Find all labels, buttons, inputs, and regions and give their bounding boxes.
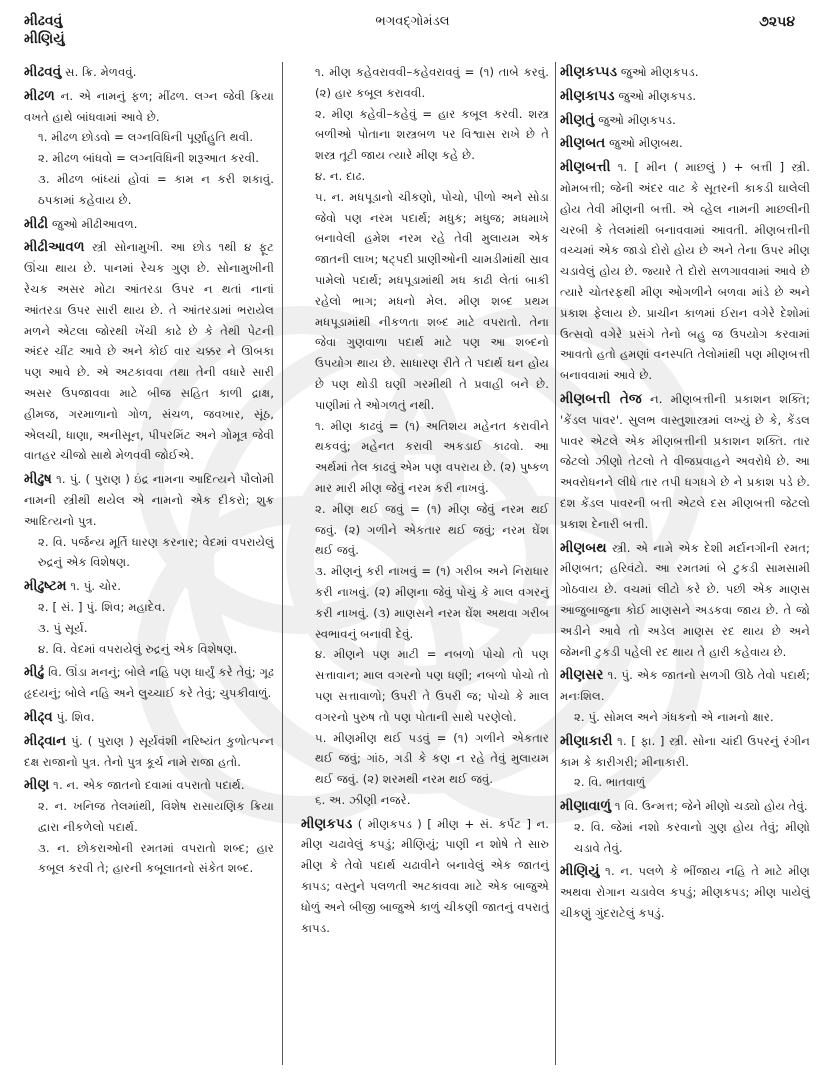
column-3 [560, 62, 810, 927]
dictionary-entry [24, 707, 274, 728]
dictionary-entry [301, 814, 549, 939]
entry-definition [24, 469, 274, 531]
column-1 [24, 62, 274, 882]
dictionary-entry [560, 731, 810, 793]
dictionary-entry [24, 62, 274, 83]
definition-text: ન. મીણબત્તીની પ્રકાશન શક્તિ; 'કેંડલ પાવર'. સુલભ વાસ્તુશાસ્ત્રમાં લખ્યું છે કે, કેંડલ પાવર એટલે એક મીણબત્તીની પ્રકાશન શક્તિ. તાર જેટલો ઝીણો તેટલો તે વીજપ્રવાહને અવરોધે છે. આ અવરોધનને લીધે તાર તપી ધગધગે છે ને પ્રકાશ પડે છે. દશ કેંડલ પાવરની બત્તી એટલે દસ મીણબત્તી જેટલો પ્રકાશ દેનારી બત્તી. [560, 391, 810, 531]
dictionary-entry [560, 133, 810, 154]
entry-definition [560, 157, 810, 386]
definition-text: ( મીણકપડ ) [ મીણ + સં. કર્પટ ] ન. મીણ ચઢાવેલું કપડું; મીણિયું; પાણી ન શોષે તે સારુ મીણ કે તેવો પદાર્થ ચઢાવીને બનાવેલું એક જાતનું કાપડ; વસ્તુને પલળતી અટકાવવા માટે એક બાજુએ ધોળું અને બીજી બાજુએ કાળું ચીકણી જાતનું વપરાતું કાપડ. [301, 816, 549, 935]
guide-word-first: મીઢવવું [24, 13, 63, 29]
sub-sense: ૩. ન. છોકરાઓની રમતમાં વપરાતો શબ્દ; હાર કબૂલ કરવી તે; હારની કબૂલાતનો સંકેત શબ્દ. [38, 840, 274, 876]
entry-definition [560, 665, 810, 707]
entry-definition [560, 133, 810, 154]
dictionary-entry [560, 665, 810, 727]
definition-text: સ્ત્રી. એ નામે એક દેશી મર્દાનગીની રમત; મીણબત; હરિવંટો. આ રમતમાં બે ટુકડી સામસામી ગોઠવાય છે. વચમાં લીટો કરે છે. પછી એક માણસ આજુબાજુના કોઈ માણસને અડકવા જાય છે. તે જો અડીને આવે તો અડેલ માણસ રદ થાય છે અને જેમની ટુકડી પહેલી રદ થાય તે હારી કહેવાય છે. [560, 540, 810, 659]
dictionary-entry [560, 110, 810, 131]
sub-sense: ૫. મીણમીણ થઈ પડવું = (૧) ગળીને એકતાર થઈ જવું; ગાંઠ, ગડી કે કણ ન રહે તેવું મુલાયમ થઈ જવું. (૨) શરમથી નરમ થઈ જવું. [315, 730, 549, 787]
headword: મીણાકારી [560, 732, 613, 749]
headword: મીઢ્વાન [24, 732, 67, 749]
definition-text: ૧. [ મીન ( માછલું ) + બત્તી ] સ્ત્રી. મોમબત્તી; જેની અંદર વાટ કે સૂતરની કાકડી ઘાલેલી હોય તેવી મીણની બત્તી. એ વ્હેલ નામની માછલીની ચરબી કે તેલમાંથી બનાવવામાં આવતી. મીણબત્તીની વચ્ચમાં એક જાડો દોરો હોય છે અને તેના ઉપર મીણ ચડાવેલું હોય છે. જ્યારે તે દોરો સળગાવવામાં આવે છે ત્યારે ચોતરફથી મીણ ઓગળીને બળવા માંડે છે અને પ્રકાશ ફેલાય છે. પ્રાચીન કાળમાં ઈરાન વગેરે દેશોમાં ઉત્સવો વગેરે પ્રસંગે તેનો બહુ જ ઉપયોગ કરવામાં આવતો હતો હમણાં વનસ્પતિ તેલોમાંથી પણ મીણબત્તી બનાવવામાં આવે છે. [560, 160, 810, 383]
sub-sense: ૩. મીણનું કરી નાખવું = (૧) ગરીબ અને નિરાધાર કરી નાખવું. (૨) મીણના જેવું પોચું કે માલ વગરનું કરી નાખવું. (૩) માણસને નરમ ઘેંશ અથવા ગરીબ સ્વભાવનું બનાવી દેવું. [315, 564, 549, 641]
definition-text: ૧. પું. ચોર. [66, 579, 122, 594]
dictionary-entry [301, 62, 549, 811]
headword: મીણ [24, 777, 50, 794]
dictionary-entry [560, 157, 810, 386]
sub-sense: ૩. પું સૂર્ય. [38, 620, 88, 635]
dictionary-entry [24, 731, 274, 773]
column-2 [301, 62, 549, 941]
column-divider [555, 62, 556, 1065]
dictionary-entry [24, 775, 274, 879]
entry-definition [560, 110, 810, 131]
headword: મીણકપ્પડ [560, 64, 618, 80]
headword: મીણસર [560, 667, 604, 684]
sub-sense: ૨. પું. સોમલ અને ગંધકનો એ નામનો ક્ષાર. [574, 709, 774, 724]
entry-definition [301, 814, 549, 939]
definition-text: પું. શિવ. [52, 709, 95, 724]
entry-definition [560, 86, 810, 107]
column-divider [282, 62, 283, 1065]
sub-sense: ૨. મીણ થઈ જવું = (૧) મીણ જેવું નરમ થઈ જવું. (૨) ગળીને એકતાર થઈ જવું; નરમ ઘેંશ થઈ જવું. [315, 501, 549, 558]
sub-sense: ૫. ન. મધપૂડાનો ચીકણો, પોચો, પીળો અને સોડા જેવો પણ નરમ પદાર્થ; મધુક; મધુજ; મધમાખે બનાવેલી હમેશ નરમ રહે તેવી મુલાયમ એક જાતની લાખ; ષટ્પદી પ્રાણીઓની ચામડીમાંથી સ્રાવ પામેલો પદાર્થ; મધપૂડામાંથી મધ કાઢી લેતાં બાકી રહેલો ભાગ; મધનો મેલ. મીણ શબ્દ પ્રથમ મધપૂડામાંથી નીકળતા શબ્દ માટે વપરાતો. તેના જેવા ગુણવાળા પદાર્થ માટે પણ આ શબ્દનો ઉપયોગ થાય છે. સાધારણ રીતે તે પદાર્થ ઘન હોય છે પણ થોડી ઘણી ગરમીથી તે પ્રવાહી બને છે. પાણીમાં તે ઓગળતું નથી. [315, 189, 549, 412]
headword: મીઢુષ [24, 471, 52, 488]
definition-text: ૧ વિ. ઉન્મત્ત; જેને મીણો ચડ્યો હોય તેવું. [611, 799, 808, 814]
sub-sense: ૨. વિ. જેમાં નશો કરવાનો ગુણ હોય તેવું; મીણો ચડાવે તેવું. [574, 819, 810, 855]
entry-definition [560, 62, 810, 83]
dictionary-entry [560, 538, 810, 663]
dictionary-entry [560, 861, 810, 923]
sub-sense: ૪. મીણને પણ માટી = નબળો પોચો તો પણ સત્તાવાન; માલ વગરનો પણ ધણી; નબળો પોચો તો પણ સત્તાવાળો; ઉપરી તે ઉપરી જ; પોચો કે માલ વગરનો પુરુષ તો પણ પોતાની સાથે પરણેલો. [315, 647, 549, 724]
definition-text: સ. ક્રિ. મેળવવું. [61, 65, 137, 79]
definition-text: જુઓ મીણકપડ. [594, 112, 676, 127]
definition-text: સ્ત્રી સોનામુખી. આ છોડ ૧થી ૪ ફૂટ ઊંચા થાય છે. પાનમાં રેચક ગુણ છે. સોનામુખીની રેચક અસર મોટા આંતરડા ઉપર ન થતાં નાનાં આંતરડા ઉપર સારી થાય છે. તે આંતરડામાં ભરાયેલ મળને એટલા જોરથી ખેંચી કાઢે છે કે તેથી પેટની અંદર ચીંટ આવે છે અને કોઈ વાર ચક્કર ને ઊબકા પણ આવે છે. એ અટકાવવા તથા તેની વધારે સારી અસર ઉપજાવવા માટે બીજ સહિત કાળી દ્રાક્ષ, હીમજ, ગરમાળાનો ગોળ, સંચળ, જવખાર, સૂંઠ, એલચી, ધાણા, અનીસૂન, પીપરમિંટ અને ગોમૂત્ર જેવી વાતહર ચીજો સાથે મેળવવી જોઈએ. [24, 240, 274, 463]
headword: મીઢીઆવળ [24, 239, 85, 256]
entry-definition [560, 796, 810, 817]
dictionary-entry [24, 237, 274, 466]
entry-definition [560, 538, 810, 663]
headword: મીણિયું [560, 863, 600, 880]
headword: મીણકપડ [301, 815, 353, 832]
entry-definition [560, 389, 810, 535]
headword: મીણકાપડ [560, 87, 615, 104]
dictionary-entry [24, 662, 274, 704]
sub-sense: ૧. મીણ કહેવરાવવી–કહેવરાવવું = (૧) તાબે કરવું. (૨) હાર કબૂલ કરાવવી. [315, 65, 549, 100]
definition-text: ૧. ન. એક જાતનો દવામાં વપરાતો પદાર્થ. [49, 778, 245, 793]
sub-sense: ૬. અ. ઝીણી નજરે. [315, 792, 411, 807]
sub-sense: ૪. વિ. વેદમાં વપરાયેલું રુદ્રનું એક વિશેષણ. [38, 641, 238, 656]
sub-sense: ૩. મીઢળ બાંધ્યાં હોવાં = કામ ન કરી શકાવું. ઠપકામાં કહેવાય છે. [38, 171, 274, 207]
sub-sense: ૨. વિ. ભાતવાળું [574, 775, 646, 790]
entry-definition [24, 576, 274, 597]
definition-text: ૧. [ ફા. ] સ્ત્રી. સોના ચાંદી ઉપરનું રંગીન કામ કે કારીગરી; મીનાકારી. [560, 733, 810, 769]
running-title: ભગવદ્ગોમંડલ [375, 14, 450, 29]
definition-text: જુઓ મીણકપડ. [617, 65, 699, 79]
headword: મીઢ્વ [24, 708, 53, 725]
headword: મીણબત [560, 135, 606, 152]
entry-definition [560, 861, 810, 923]
dictionary-entry [24, 214, 274, 235]
headword: મીણબત્તી [560, 159, 611, 176]
entry-definition [24, 731, 274, 773]
definition-text: જુઓ મીણબથ. [605, 136, 683, 151]
headword: મીઢુષ્ટમ [24, 578, 67, 595]
definition-text: પું. ( પુરાણ ) સૂર્યવંશી નરિષ્યંત કુળોત્પન્ન દક્ષ રાજાનો પુત્ર. તેનો પુત્ર કૂર્ચ નામે રાજા હતો. [24, 733, 274, 769]
headword: મીણબથ [560, 539, 607, 556]
definition-text: ૧. પું. ( પુરાણ ) ઇંદ્ર નામના આદિત્યને પૌલોમી નામની સ્ત્રીથી થયેલ એ નામનો એક દીકરો; શુક્ર આદિત્યનો પુત્ર. [24, 472, 274, 528]
page-header [0, 0, 825, 60]
definition-text: જુઓ મીઢીઆવળ. [48, 216, 138, 231]
dictionary-entry [24, 86, 274, 211]
guide-word-last: મીણિયું [24, 31, 65, 47]
entry-definition [24, 775, 274, 796]
entry-definition [24, 707, 274, 728]
sub-sense: ૨. મીણ કહેવી–કહેવું = હાર કબૂલ કરવી. શસ્ત્ર બળીઓ પોતાના શસ્ત્રબળ પર વિશ્વાસ રાખે છે તે શસ્ત્ર તૂટી જાય ત્યારે મીણ કહે છે. [315, 106, 549, 163]
headword: મીણાવાળું [560, 798, 612, 815]
sub-sense: ૨. મીઢળ બાંધવો = લગ્નવિધિની શરૂઆત કરવી. [38, 151, 260, 166]
headword: મીઢી [24, 215, 49, 232]
entry-definition [24, 237, 274, 466]
headword: મીણતું [560, 111, 595, 128]
entry-definition [24, 62, 274, 83]
sub-sense: ૨. [ સં. ] પું. શિવ; મહાદેવ. [38, 599, 166, 614]
definition-text: ૧. પું. એક જાતનો સળગી ઊઠે તેવો પદાર્થ; મનઃશિલ. [560, 668, 810, 704]
dictionary-entry [560, 389, 810, 535]
definition-text: ન. એ નામનું ફળ; મીંઢળ. લગ્ન જેવી ક્રિયા વખતે હાથે બાંધવામાં આવે છે. [24, 88, 274, 124]
definition-text: જુઓ મીણકપડ. [614, 88, 697, 103]
sub-sense: ૨. ન. ખનિજ તેલમાંથી, વિશેષ રાસાયણિક ક્રિયા દ્વારા નીકળેલો પદાર્થ. [38, 799, 274, 834]
dictionary-entry [24, 576, 274, 659]
headword: મીઢળ [24, 87, 55, 104]
headword: મીઢું [24, 664, 45, 681]
dictionary-entry [560, 796, 810, 858]
headword: મીણબત્તી તેજ [560, 390, 642, 407]
dictionary-entry [24, 469, 274, 573]
dictionary-entry [560, 62, 810, 83]
page-number: ૭૨૫૪ [759, 14, 795, 30]
sub-sense: ૧. મીણ કાઢવું = (૧) અતિશય મહેનત કરાવીને થકવવું; મહેનત કરાવી અકડાઈ કાઢવો. આ અર્થમાં તેલ કાઢવું એમ પણ વપરાય છે. (૨) પુષ્કળ માર મારી મીણ જેવું નરમ કરી નાખવું. [315, 418, 549, 495]
entry-definition [24, 662, 274, 704]
entry-definition [24, 214, 274, 235]
definition-text: વિ. ઊંડા મનનું; બોલે નહિ પણ ધાર્યું કરે તેવું; ગૂઢ હૃદયનું; બોલે નહિ અને લુચ્ચાઈ કરે તેવું; ચુપકીવાળું. [24, 665, 274, 701]
sub-sense: ૨. વિ. પર્જન્ય મૂર્તિ ધારણ કરનાર; વેદમાં વપરાયેલું રુદ્રનું એક વિશેષણ. [38, 534, 274, 570]
sub-sense: ૪. ન. દાઢ. [315, 168, 366, 183]
dictionary-entry [560, 86, 810, 107]
entry-definition [24, 86, 274, 128]
definition-text: ૧. ન. પલળે કે ભીંજાય નહિ તે માટે મીણ અથવા રોગાન ચડાવેલ કપડું; મીણકપડ; મીણ પાયેલું ચીકણું ગુંદરાટેલું કપડું. [560, 864, 810, 921]
sub-sense: ૧. મીઢળ છોડવો = લગ્નવિધિની પૂર્ણાહુતિ થવી. [38, 130, 254, 145]
entry-definition [560, 731, 810, 773]
headword: મીઢવવું [24, 64, 62, 80]
